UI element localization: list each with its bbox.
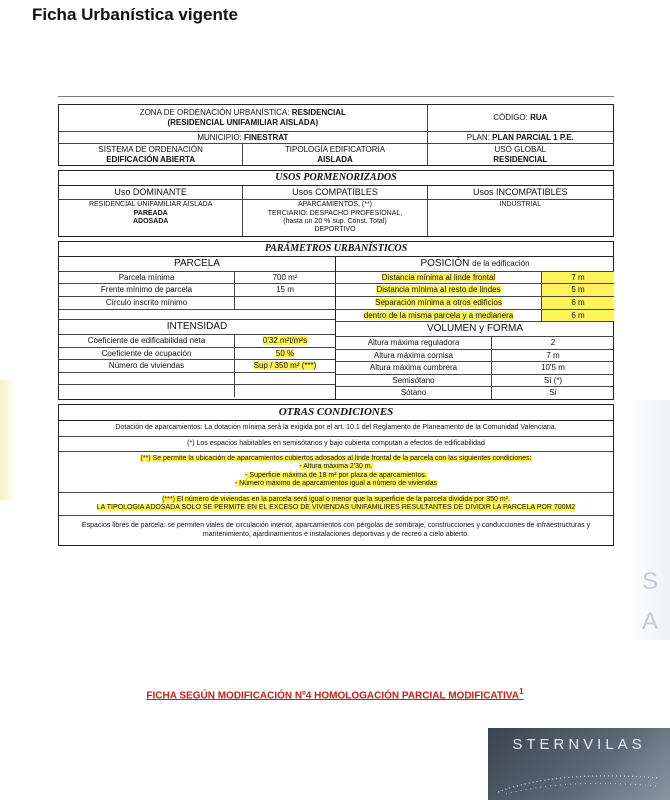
table-row xyxy=(59,348,335,361)
posicion-value: 6 m xyxy=(542,297,614,310)
zona-value: RESIDENCIAL xyxy=(291,108,346,117)
plan-value: PLAN PARCIAL 1 P.E. xyxy=(492,132,574,142)
plan-label: PLAN: xyxy=(466,132,490,142)
table-row xyxy=(336,310,614,323)
dominante-line: ADOSADA xyxy=(132,217,169,225)
sistema-cell xyxy=(59,144,243,165)
volumen-label: Semisótano xyxy=(336,375,492,388)
posicion-label: Distancia mínima al resto de lindes xyxy=(376,285,501,295)
municipio-label: MUNICIPIO: xyxy=(197,132,242,142)
table-row xyxy=(59,373,335,385)
otras-box xyxy=(58,404,614,546)
tipologia-label: TIPOLOGÍA EDIFICATORIA xyxy=(284,145,386,155)
watermark-fragment-left xyxy=(0,380,16,500)
intensidad-label: Coeficiente de ocupación xyxy=(59,348,235,361)
usos-title: USOS PORMENORIZADOS xyxy=(59,171,613,186)
posicion-label: dentro de la misma parcela y a medianera xyxy=(363,310,514,320)
table-row xyxy=(336,272,614,285)
uso-label: USO GLOBAL xyxy=(494,145,547,155)
divider xyxy=(58,96,614,97)
usos-incompatibles-header: Usos INCOMPATIBLES xyxy=(428,186,613,200)
codigo-label: CÓDIGO: xyxy=(493,113,528,122)
volumen-header: VOLUMEN y FORMA xyxy=(336,322,614,337)
intensidad-value: 50 % xyxy=(275,348,295,358)
usos-dominante-header: Uso DOMINANTE xyxy=(59,186,243,200)
zona-label: ZONA DE ORDENACIÓN URBANÍSTICA: xyxy=(139,108,290,117)
table-row xyxy=(59,284,335,297)
compatibles-line: DEPORTIVO xyxy=(314,226,356,234)
footer-superscript: 1 xyxy=(518,686,524,696)
sparkle-swoosh-icon xyxy=(496,768,662,796)
volumen-value: 10'5 m xyxy=(492,362,614,375)
compatibles-line: TERCIARIO: DESPACHO PROFESIONAL, xyxy=(267,209,403,217)
table-row xyxy=(336,337,614,350)
posicion-value: 6 m xyxy=(542,310,614,323)
parcela-value: 15 m xyxy=(235,284,335,297)
posicion-header-sub: de la edificación xyxy=(472,258,530,268)
zona-sub: (RESIDENCIAL UNIFAMILIAR AISLADA) xyxy=(167,117,319,127)
condition-line: - Superficie máxima de 18 m² por plaza de aparcamientos. xyxy=(245,471,427,479)
table-row xyxy=(59,385,335,397)
posicion-label: Separación mínima a otros edificios xyxy=(375,297,502,307)
posicion-header-main: POSICIÓN xyxy=(420,257,470,269)
usos-compatibles-header: Usos COMPATIBLES xyxy=(243,186,427,200)
parcela-label: Círculo inscrito mínimo xyxy=(59,297,235,310)
condition-line: (**) Se permite la ubicación de aparcamientos cubiertos adosados al linde frontal de la parcela con las siguientes condiciones: xyxy=(140,455,532,463)
parcela-label: Frente mínimo de parcela xyxy=(59,284,235,297)
posicion-value: 5 m xyxy=(542,284,614,297)
usos-compatibles-cell xyxy=(243,200,427,236)
uso-value: RESIDENCIAL xyxy=(493,154,548,164)
footer-note xyxy=(0,686,670,701)
condition-paragraph xyxy=(59,493,613,517)
dominante-line: RESIDENCIAL UNIFAMILIAR AISLADA xyxy=(88,201,213,209)
parametros-right-column xyxy=(336,257,614,399)
intensidad-value: 0'32 m²t/m²s xyxy=(262,335,308,345)
parametros-box xyxy=(58,241,614,400)
intensidad-label xyxy=(59,373,235,385)
table-row xyxy=(59,297,335,310)
intensidad-label: Número de viviendas xyxy=(59,360,235,373)
usos-incompatibles-cell xyxy=(428,200,613,236)
volumen-label: Altura máxima cornisa xyxy=(336,350,492,363)
table-row xyxy=(336,362,614,375)
volumen-value: Sí xyxy=(549,388,557,398)
intensidad-value xyxy=(235,385,335,397)
volumen-label: Altura máxima reguladora xyxy=(336,337,492,350)
intensidad-value: Sup / 350 m² (***) xyxy=(253,361,317,371)
volumen-label: Altura máxima cumbrera xyxy=(336,362,492,375)
incompatibles-line: INDUSTRIAL xyxy=(499,201,542,209)
tipologia-value: AISLADA xyxy=(317,154,353,164)
parametros-title: PARÁMETROS URBANÍSTICOS xyxy=(59,242,613,257)
tipologia-cell xyxy=(243,144,427,165)
spacer xyxy=(59,310,335,320)
intensidad-label: Coeficiente de edificabilidad neta xyxy=(59,335,235,348)
posicion-label: Distancia mínima al linde frontal xyxy=(381,272,496,282)
table-row xyxy=(336,350,614,363)
condition-line: (***) El número de viviendas en la parcela será igual o menor que la superficie de la parcela dividida por 350 m². xyxy=(162,495,510,503)
table-row xyxy=(336,375,614,388)
table-row xyxy=(59,360,335,373)
urban-planning-sheet xyxy=(58,104,614,546)
header-box xyxy=(58,104,614,166)
watermark-fragment-right: S A xyxy=(628,400,670,640)
compatibles-line: APARCAMIENTOS, (**) xyxy=(297,201,372,209)
plan-cell xyxy=(428,132,613,145)
volumen-label: Sótano xyxy=(336,387,492,399)
table-row xyxy=(336,387,614,399)
otras-title: OTRAS CONDICIONES xyxy=(59,405,613,421)
volumen-value: 7 m xyxy=(492,350,614,363)
posicion-value: 7 m xyxy=(542,272,614,285)
condition-paragraph: Espacios libres de parcela: se permiten viales de circulación interior, aparcamientos con pérgolas de sombraje, construcciones y conducciones de infraestructuras y mantenimiento, ajardinamientos e instalaciones deportivas y de recreo a cielo abierto. xyxy=(81,522,591,538)
compatibles-line: (hasta un 20 % sup. Const. Total) xyxy=(283,217,387,225)
intensidad-label xyxy=(59,385,235,397)
sistema-value: EDIFICACIÓN ABIERTA xyxy=(106,154,196,164)
watermark-logo xyxy=(488,728,670,800)
codigo-value: RUA xyxy=(530,113,548,122)
condition-line: - Altura máxima 2'30 m. xyxy=(299,463,373,471)
condition-paragraph: Dotación de aparcamientos: La dotación mínima será la exigida por el art. 10.1 del Reglamento de Planeamento de la Comunidad Valenciana. xyxy=(59,421,613,436)
volumen-value: 2 xyxy=(492,337,614,350)
intensidad-value xyxy=(235,373,335,385)
parcela-label: Parcela mínima xyxy=(59,272,235,285)
parcela-value xyxy=(235,297,335,310)
table-row xyxy=(336,297,614,310)
parcela-value: 700 m² xyxy=(235,272,335,285)
condition-paragraph: (*) Los espacios habitables en semisótanos y bajo cubierta computan a efectos de edificabilidad xyxy=(59,437,613,452)
parametros-left-column xyxy=(59,257,336,399)
uso-global-cell xyxy=(428,144,613,165)
footer-text: FICHA SEGÚN MODIFICACIÓN Nº4 HOMOLOGACIÓN PARCIAL MODIFICATIVA xyxy=(146,690,519,702)
municipio-value: FINESTRAT xyxy=(244,132,289,142)
usos-dominante-cell xyxy=(59,200,243,236)
usos-box xyxy=(58,170,614,236)
table-row xyxy=(59,335,335,348)
page-title: Ficha Urbanística vigente xyxy=(32,5,238,24)
posicion-header xyxy=(336,257,614,272)
intensidad-header: INTENSIDAD xyxy=(59,320,335,335)
condition-paragraph xyxy=(59,452,613,493)
condition-line: - Número máximo de aparcamientos igual a número de viviendas xyxy=(234,480,438,488)
codigo-cell xyxy=(428,105,613,132)
parcela-header: PARCELA xyxy=(59,257,335,272)
table-row xyxy=(59,272,335,285)
dominante-line: PAREADA xyxy=(133,209,168,217)
municipio-cell xyxy=(59,132,428,145)
volumen-value: Sí (*) xyxy=(492,375,614,388)
sistema-label: SISTEMA DE ORDENACIÓN xyxy=(98,145,203,155)
condition-line: LA TIPOLOGIA ADOSADA SOLO SE PERMITE EN EL EXCESO DE VIVIENDAS UNIFAMILIRES RESULTANTES DE DIVIDIR LA PARCELA POR 700M2 xyxy=(96,504,576,511)
watermark-text: STERNVILAS xyxy=(512,736,646,753)
zona-cell xyxy=(59,105,428,132)
table-row xyxy=(336,284,614,297)
